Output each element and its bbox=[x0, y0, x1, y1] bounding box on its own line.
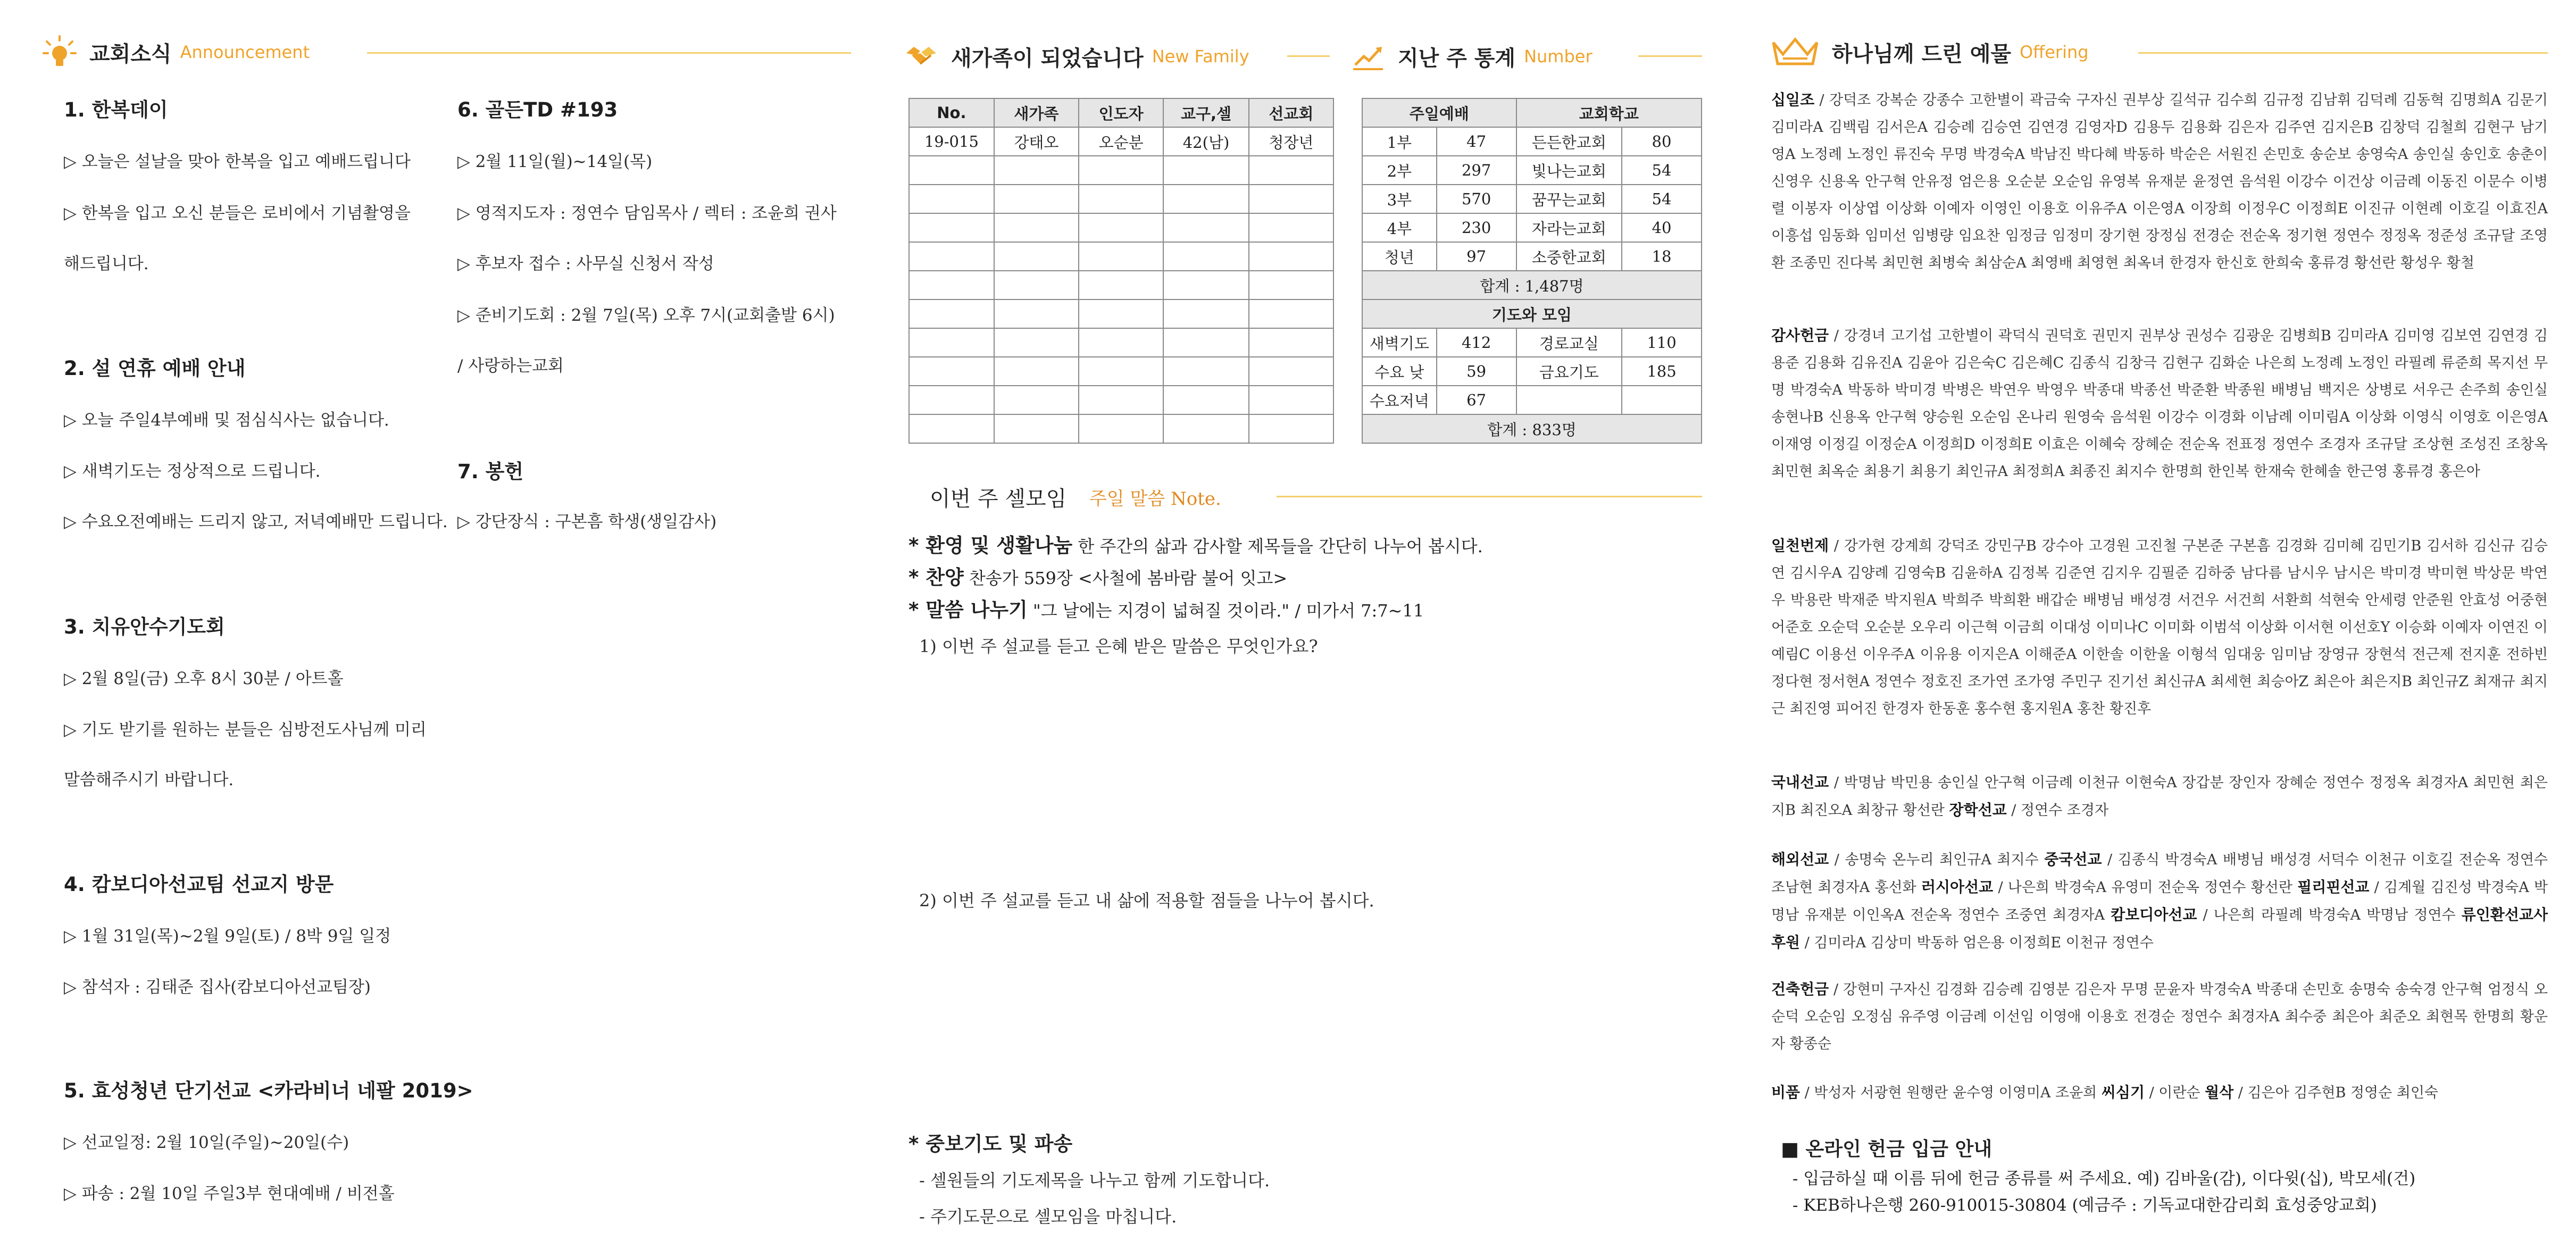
table-cell: 18 bbox=[1622, 242, 1702, 271]
online-offering-title: ■ 온라인 헌금 입금 안내 bbox=[1781, 1138, 1993, 1160]
column-header: 주일예배 bbox=[1362, 98, 1516, 127]
total-row bbox=[1362, 414, 1702, 443]
notice-line: 말씀해주시기 바랍니다. bbox=[64, 770, 234, 789]
cell-item-praise bbox=[908, 561, 1287, 590]
question-2: 2) 이번 주 설교를 듣고 내 삶에 적용할 점들을 나누어 봅시다. bbox=[919, 890, 1374, 911]
offering-names: / 김은아 김주현B 정영순 최인숙 bbox=[2233, 1085, 2439, 1101]
total-cell: 합계 : 1,487명 bbox=[1362, 271, 1702, 299]
table-row bbox=[1362, 156, 1702, 185]
table-cell: 185 bbox=[1622, 357, 1702, 386]
table-cell: 230 bbox=[1437, 213, 1516, 242]
table-cell: 570 bbox=[1437, 185, 1516, 213]
offering-names: / 김종식 박경숙A 배병님 배성경 서덕수 이천규 이호길 전순옥 정연수 조남현 최경자A 홍선화 bbox=[1771, 852, 2548, 896]
table-cell bbox=[1079, 271, 1163, 299]
table-cell bbox=[1249, 213, 1333, 242]
table-cell bbox=[909, 299, 994, 328]
table-cell bbox=[1249, 357, 1333, 386]
empty-table-row bbox=[909, 386, 1333, 414]
item-text: 찬송가 559장 <사철에 봄바람 불어 잇고> bbox=[969, 568, 1288, 588]
middle-column bbox=[904, 0, 1713, 1257]
item-label: * 중보기도 및 파송 bbox=[908, 1133, 1073, 1155]
trend-chart-icon bbox=[1351, 39, 1385, 73]
lightbulb-icon bbox=[43, 35, 77, 69]
table-cell: 수요 낮 bbox=[1362, 357, 1437, 386]
table-cell bbox=[909, 242, 994, 271]
table-cell bbox=[994, 242, 1079, 271]
notice-line: ▷ 강단장식 : 구본흠 학생(생일감사) bbox=[457, 512, 717, 531]
notice-line: ▷ 영적지도자 : 정연수 담임목사 / 렉터 : 조윤희 권사 bbox=[457, 204, 837, 223]
table-cell bbox=[909, 414, 994, 443]
table-header-row bbox=[1362, 299, 1702, 328]
table-cell: 47 bbox=[1437, 127, 1516, 156]
table-cell bbox=[994, 357, 1079, 386]
offering-foreign-mission bbox=[1771, 846, 2548, 956]
new-family-title: 새가족이 되었습니다 bbox=[951, 46, 1144, 71]
table-cell bbox=[909, 328, 994, 357]
table-cell: 2부 bbox=[1362, 156, 1437, 185]
table-cell bbox=[909, 271, 994, 299]
offering-label: 장학선교 bbox=[1949, 801, 2007, 819]
table-cell bbox=[1079, 242, 1163, 271]
offering-header bbox=[1771, 35, 2089, 69]
notice-line: ▷ 준비기도회 : 2월 7일(목) 오후 7시(교회출발 6시) bbox=[457, 306, 835, 325]
notice-title: 5. 효성청년 단기선교 <카라비너 네팔 2019> bbox=[64, 1079, 473, 1102]
offering-names: / 나은희 박경숙A 유영미 전순옥 정연수 황선란 bbox=[1993, 879, 2298, 896]
table-cell: 19-015 bbox=[909, 127, 994, 156]
notice-line: ▷ 1월 31일(목)~2월 9일(토) / 8박 9일 일정 bbox=[64, 927, 391, 946]
notice-title: 2. 설 연휴 예배 안내 bbox=[64, 357, 246, 380]
table-cell bbox=[1249, 386, 1333, 414]
prayer-line: - 셀원들의 기도제목을 나누고 함께 기도합니다. bbox=[919, 1170, 1270, 1191]
announcement-subtitle: Announcement bbox=[180, 42, 310, 62]
table-cell: 40 bbox=[1622, 213, 1702, 242]
item-text: "그 날에는 지경이 넓혀질 것이라." / 미가서 7:7~11 bbox=[1033, 601, 1424, 621]
notice-line: / 사랑하는교회 bbox=[457, 356, 564, 376]
table-cell bbox=[1249, 414, 1333, 443]
offering-label: 십일조 bbox=[1771, 91, 1815, 109]
announcement-column bbox=[43, 0, 840, 1257]
item-label: * 찬양 bbox=[908, 566, 964, 589]
offering-names: / 정연수 조경자 bbox=[2006, 802, 2109, 819]
handshake-icon bbox=[904, 39, 938, 73]
notice-line: ▷ 선교일정: 2월 10일(주일)~20일(수) bbox=[64, 1133, 349, 1152]
table-cell bbox=[1163, 357, 1248, 386]
table-cell bbox=[909, 386, 994, 414]
table-cell bbox=[1079, 156, 1163, 185]
cell-item-welcome bbox=[908, 529, 1483, 558]
offering-names: / 이란순 bbox=[2145, 1085, 2205, 1101]
table-cell: 수요저녁 bbox=[1362, 386, 1437, 414]
table-cell: 자라는교회 bbox=[1516, 213, 1622, 242]
offering-names: / 강현미 구자신 김경화 김승례 김영분 김은자 무명 문윤자 박경숙A 박종대 손민호 송명숙 송숙경 안구혁 엄정식 오순덕 오순임 오정심 유주영 이금례 이선임 이영애 이용호 전경순 정연수 최경자A 최수중 최은아 최준오 최현목 한명희 황운자 황종순 bbox=[1771, 981, 2548, 1052]
column-header: No. bbox=[909, 98, 994, 127]
question-1: 1) 이번 주 설교를 듣고 은혜 받은 말씀은 무엇인가요? bbox=[919, 636, 1318, 656]
table-cell bbox=[1163, 271, 1248, 299]
empty-table-row bbox=[909, 213, 1333, 242]
offering-thanks bbox=[1771, 322, 2548, 485]
announcement-header bbox=[43, 35, 310, 69]
offering-label: 필리핀선교 bbox=[2297, 878, 2370, 896]
table-cell bbox=[994, 328, 1079, 357]
new-family-table bbox=[908, 98, 1334, 444]
new-family-header bbox=[904, 39, 1249, 73]
table-row bbox=[1362, 185, 1702, 213]
offering-names: / 강덕조 강복순 강종수 고한별이 곽금숙 구자신 권부상 길석규 김수희 김규정 김남휘 김덕례 김동혁 김명희A 김문기 김미라A 김백림 김서은A 김승례 김승연 김연경 김영자D 김용두 김용화 김은자 김주연 김지은B 김창덕 김철희 김현구 남기영A 노정례 노정인 류진숙 무명 박경숙A 박남진 박다혜 박동하 박순은 서원진 손민호 송순보 송영숙A 송인실 송인호 송춘이 신영우 신용옥 안구혁 안유정 엄은용 오순분 오순임 유영복 유재분 윤정연 음석원 이강수 이건상 이금례 이동진 이문수 이병렬 이봉자 이상엽 이상화 이예자 이영인 이용호 이유주A 이은영A 이장희 이정우C 이정희E 이진규 이현례 이호길 이효진A 이흥섭 임동화 임미선 임병량 임요찬 임정금 임정미 장기현 장정심 전경순 전순옥 정기현 정연수 정정옥 정준성 조규달 조영환 조종민 진다복 최민현 최병숙 최삼순A 최영배 최영현 최옥녀 한경자 한신호 한희숙 홍류경 황선란 황성우 황철 bbox=[1771, 92, 2548, 271]
table-cell: 67 bbox=[1437, 386, 1516, 414]
offering-names: / 김미라A 김상미 박동하 엄은용 이정희E 이천규 정연수 bbox=[1800, 935, 2154, 951]
header-rule bbox=[1638, 55, 1702, 57]
table-cell bbox=[909, 357, 994, 386]
empty-table-row bbox=[909, 156, 1333, 185]
offering-label: 국내선교 bbox=[1771, 773, 1829, 791]
table-cell bbox=[1079, 185, 1163, 213]
table-cell: 42(남) bbox=[1163, 127, 1248, 156]
table-cell: 빛나는교회 bbox=[1516, 156, 1622, 185]
offering-label: 씨심기 bbox=[2101, 1084, 2145, 1101]
table-cell bbox=[1249, 185, 1333, 213]
notice-line: ▷ 2월 11일(월)~14일(목) bbox=[457, 152, 653, 171]
crown-icon bbox=[1771, 35, 1819, 69]
table-cell bbox=[1163, 414, 1248, 443]
table-cell bbox=[994, 271, 1079, 299]
notice-title: 3. 치유안수기도회 bbox=[64, 615, 225, 638]
table-row bbox=[1362, 127, 1702, 156]
table-cell: 새벽기도 bbox=[1362, 328, 1437, 357]
table-cell: 80 bbox=[1622, 127, 1702, 156]
table-cell bbox=[1163, 242, 1248, 271]
table-cell bbox=[1079, 357, 1163, 386]
table-cell bbox=[1163, 185, 1248, 213]
empty-table-row bbox=[909, 242, 1333, 271]
notice-line: ▷ 수요오전예배는 드리지 않고, 저녁예배만 드립니다. bbox=[64, 512, 448, 531]
table-cell bbox=[1622, 386, 1702, 414]
table-cell: 청년 bbox=[1362, 242, 1437, 271]
online-offering-line: - 입금하실 때 이름 뒤에 헌금 종류를 써 주세요. 예) 김바울(감), 이다윗(십), 박모세(건) bbox=[1793, 1169, 2416, 1188]
table-cell bbox=[1163, 213, 1248, 242]
table-cell: 54 bbox=[1622, 156, 1702, 185]
table-cell bbox=[1163, 386, 1248, 414]
notice-line: 해드립니다. bbox=[64, 254, 149, 273]
table-cell bbox=[994, 299, 1079, 328]
table-cell: 든든한교회 bbox=[1516, 127, 1622, 156]
item-text: 한 주간의 삶과 감사할 제목들을 간단히 나누어 봅시다. bbox=[1078, 536, 1483, 556]
empty-table-row bbox=[909, 357, 1333, 386]
offering-thousand bbox=[1771, 532, 2548, 722]
item-label: * 환영 및 생활나눔 bbox=[908, 534, 1073, 557]
offering-label: 감사헌금 bbox=[1771, 327, 1829, 344]
table-cell bbox=[1249, 242, 1333, 271]
notice-line: ▷ 한복을 입고 오신 분들은 로비에서 기념촬영을 bbox=[64, 204, 411, 223]
notice-line: ▷ 2월 8일(금) 오후 8시 30분 / 아트홀 bbox=[64, 669, 344, 688]
table-cell: 꿈꾸는교회 bbox=[1516, 185, 1622, 213]
table-header-row bbox=[909, 98, 1333, 127]
offering-names: / 박명남 박민용 송인실 안구혁 이금례 이천규 이현숙A 장갑분 장인자 장혜순 정연수 정정옥 최경자A 최민현 최은지B 최진오A 최창규 황선란 bbox=[1771, 775, 2548, 819]
table-cell bbox=[1249, 156, 1333, 185]
table-cell bbox=[1079, 414, 1163, 443]
offering-names: / 김계월 김진성 박경숙A 박명남 유재분 이인옥A 전순옥 정연수 조중연 최경자A bbox=[1771, 879, 2548, 923]
cell-meeting-title: 이번 주 셀모임 bbox=[930, 487, 1067, 511]
column-header: 교구,셀 bbox=[1163, 98, 1248, 127]
table-cell bbox=[1163, 299, 1248, 328]
empty-table-row bbox=[909, 328, 1333, 357]
table-cell: 3부 bbox=[1362, 185, 1437, 213]
new-family-subtitle: New Family bbox=[1152, 46, 1249, 66]
empty-table-row bbox=[909, 185, 1333, 213]
table-cell: 오순분 bbox=[1079, 127, 1163, 156]
offering-misc bbox=[1771, 1079, 2548, 1106]
offering-label: 캄보디아선교 bbox=[2111, 906, 2197, 923]
offering-label: 비품 bbox=[1771, 1084, 1800, 1101]
table-cell: 4부 bbox=[1362, 213, 1437, 242]
table-cell: 110 bbox=[1622, 328, 1702, 357]
online-offering-line: - KEB하나은행 260-910015-30804 (예금주 : 기독교대한감리회 효성중앙교회) bbox=[1793, 1196, 2377, 1215]
offering-names: / 강경녀 고기섭 고한별이 곽덕식 권덕호 권민지 권부상 권성수 김광운 김병희B 김미라A 김미영 김보연 김연경 김용준 김용화 김유진A 김윤아 김은숙C 김은혜C 김종식 김창극 김현구 김화순 나은희 노정례 노정인 라필례 류준희 목지선 무명 박경숙A 박동하 박미경 박병은 박연우 박영우 박종대 박종선 박준환 박종원 배병님 백지은 상병로 서우근 손주희 송인실 송현나B 신용옥 안구혁 양승원 오순임 온나리 원영숙 음석원 이강수 이경화 이남례 이미림A 이상화 이영식 이영호 이은영A 이재영 이정길 이정순A 이정희D 이정희E 이효은 이혜숙 장혜순 전순옥 전표정 정연수 조경자 조규달 조상현 조성진 조창옥 최민현 최옥순 최용기 최용기 최인규A 최정희A 최종진 최지수 한명희 한인복 한재숙 한혜솔 한근영 홍류경 홍은아 bbox=[1771, 328, 2548, 480]
table-cell bbox=[994, 213, 1079, 242]
offering-title: 하나님께 드린 예물 bbox=[1832, 41, 2011, 66]
column-header: 인도자 bbox=[1079, 98, 1163, 127]
table-cell bbox=[1249, 271, 1333, 299]
offering-tithe bbox=[1771, 86, 2548, 277]
offering-domestic-mission bbox=[1771, 769, 2548, 824]
cell-item-word bbox=[908, 594, 1424, 622]
notice-line: ▷ 기도 받기를 원하는 분들은 심방전도사님께 미리 bbox=[64, 720, 427, 739]
total-cell: 합계 : 833명 bbox=[1362, 414, 1702, 443]
offering-names: / 송명숙 온누리 최인규A 최지수 bbox=[1829, 852, 2045, 868]
table-cell bbox=[1516, 386, 1622, 414]
header-rule bbox=[1287, 55, 1330, 57]
table-cell bbox=[909, 213, 994, 242]
table-cell: 297 bbox=[1437, 156, 1516, 185]
table-cell: 경로교실 bbox=[1516, 328, 1622, 357]
offering-label: 류인환선교사 후원 bbox=[1771, 906, 2548, 951]
table-cell bbox=[1249, 328, 1333, 357]
notice-line: ▷ 오늘은 설날을 맞아 한복을 입고 예배드립니다 bbox=[64, 152, 411, 171]
table-cell bbox=[1079, 328, 1163, 357]
offering-label: 월삭 bbox=[2205, 1084, 2234, 1101]
table-cell bbox=[994, 414, 1079, 443]
offering-label: 해외선교 bbox=[1771, 851, 1829, 868]
table-row bbox=[1362, 386, 1702, 414]
stats-table bbox=[1362, 98, 1702, 444]
table-cell: 412 bbox=[1437, 328, 1516, 357]
total-row bbox=[1362, 271, 1702, 299]
offering-names: / 나은희 라필례 박경숙A 박명남 정연수 bbox=[2197, 907, 2462, 923]
notice-line: ▷ 오늘 주일4부예배 및 점심식사는 없습니다. bbox=[64, 411, 389, 430]
table-cell: 소중한교회 bbox=[1516, 242, 1622, 271]
header-rule bbox=[2138, 52, 2548, 54]
offering-label: 러시아선교 bbox=[1921, 878, 1994, 896]
offering-label: 중국선교 bbox=[2044, 851, 2102, 868]
table-cell bbox=[994, 386, 1079, 414]
notice-line: ▷ 후보자 접수 : 사무실 신청서 작성 bbox=[457, 254, 714, 273]
table-row bbox=[1362, 357, 1702, 386]
stats-subtitle: Number bbox=[1524, 46, 1593, 66]
empty-table-row bbox=[909, 414, 1333, 443]
cell-meeting-subtitle: 주일 말씀 Note. bbox=[1089, 488, 1221, 510]
cell-item-prayer bbox=[908, 1128, 1072, 1156]
table-cell bbox=[1249, 299, 1333, 328]
offering-building bbox=[1771, 976, 2548, 1058]
notice-title: 4. 캄보디아선교팀 선교지 방문 bbox=[64, 873, 334, 896]
table-cell: 금요기도 bbox=[1516, 357, 1622, 386]
announcement-title: 교회소식 bbox=[89, 41, 172, 66]
stats-title: 지난 주 통계 bbox=[1398, 46, 1516, 71]
table-cell: 54 bbox=[1622, 185, 1702, 213]
item-label: * 말씀 나누기 bbox=[908, 598, 1028, 621]
table-cell bbox=[909, 185, 994, 213]
notice-line: ▷ 참석자 : 김태준 집사(캄보디아선교팀장) bbox=[64, 978, 371, 997]
notice-title: 1. 한복데이 bbox=[64, 98, 168, 121]
table-row bbox=[1362, 328, 1702, 357]
header-rule bbox=[367, 52, 851, 54]
offering-names: / 박성자 서광현 원행란 윤수영 이영미A 조윤희 bbox=[1800, 1085, 2102, 1101]
empty-table-row bbox=[909, 299, 1333, 328]
column-header: 선교회 bbox=[1249, 98, 1333, 127]
table-header-row bbox=[1362, 98, 1702, 127]
table-cell bbox=[1163, 156, 1248, 185]
table-cell: 59 bbox=[1437, 357, 1516, 386]
table-row bbox=[1362, 213, 1702, 242]
offering-names: / 강가현 강계희 강덕조 강민구B 강수아 고경원 고진철 구본준 구본흠 김경화 김미혜 김민기B 김서하 김신규 김승연 김시우A 김양례 김영숙B 김윤하A 김정복 김준연 김지우 김필준 김하중 남다름 남시우 남시은 박미경 박미현 박상문 박연우 박용란 박재준 박지원A 박희주 박희환 배갑순 배병님 배성경 서건우 서건희 서환희 석현숙 안세령 안준원 안효성 어중현 어준호 오순덕 오순분 오우리 이근혁 이금희 이대성 이미나C 이미화 이범석 이상화 이서현 이선호Y 이승화 이예자 이연진 이예림C 이용선 이우주A 이유용 이지은A 이해준A 이한솔 이한울 이형석 임대웅 임미남 장영규 장현석 전근제 전지훈 전하빈 정다현 정서현A 정연수 정호진 조가연 조가영 주민구 진기선 최신규A 최세현 최승아Z 최은아 최은지B 최인규Z 최재규 최지근 최진영 피어진 한경자 한동훈 홍수현 홍지원A 홍찬 황진후 bbox=[1771, 538, 2548, 717]
header-rule bbox=[1277, 496, 1702, 497]
table-cell bbox=[994, 185, 1079, 213]
offering-subtitle: Offering bbox=[2019, 42, 2089, 62]
table-row bbox=[1362, 242, 1702, 271]
column-header: 기도와 모임 bbox=[1362, 299, 1702, 328]
table-cell bbox=[994, 156, 1079, 185]
table-cell bbox=[1079, 299, 1163, 328]
prayer-line: - 주기도문으로 셀모임을 마칩니다. bbox=[919, 1206, 1177, 1227]
empty-table-row bbox=[909, 271, 1333, 299]
table-cell bbox=[1079, 386, 1163, 414]
table-cell: 97 bbox=[1437, 242, 1516, 271]
table-cell bbox=[909, 156, 994, 185]
notice-title: 7. 봉헌 bbox=[457, 460, 524, 483]
table-cell: 청장년 bbox=[1249, 127, 1333, 156]
notice-line: ▷ 새벽기도는 정상적으로 드립니다. bbox=[64, 462, 321, 481]
offering-label: 일천번제 bbox=[1771, 537, 1829, 554]
offering-column bbox=[1771, 0, 2548, 1257]
column-header: 교회학교 bbox=[1516, 98, 1702, 127]
stats-header bbox=[1351, 39, 1593, 73]
notice-title: 6. 골든TD #193 bbox=[457, 98, 618, 121]
table-cell: 1부 bbox=[1362, 127, 1437, 156]
table-row bbox=[909, 127, 1333, 156]
notice-line: ▷ 파송 : 2월 10일 주일3부 현대예배 / 비전홀 bbox=[64, 1184, 395, 1203]
table-cell bbox=[1163, 328, 1248, 357]
column-header: 새가족 bbox=[994, 98, 1079, 127]
offering-label: 건축헌금 bbox=[1771, 980, 1829, 998]
table-cell bbox=[1079, 213, 1163, 242]
table-cell: 강태오 bbox=[994, 127, 1079, 156]
